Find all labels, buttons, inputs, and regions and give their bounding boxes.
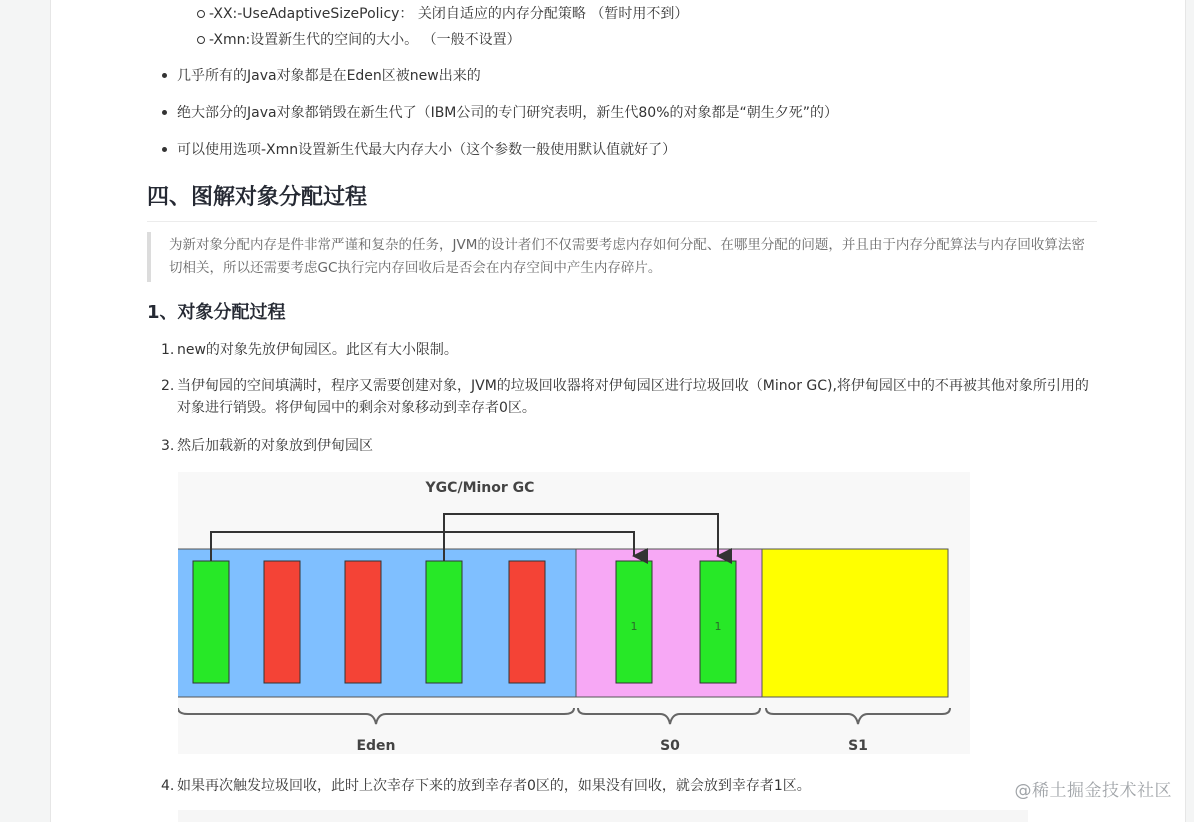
list-item: -XX:-UseAdaptiveSizePolicy： 关闭自适应的内存分配策略 （暂时用不到）: [209, 3, 688, 25]
next-figure-edge: [178, 810, 1028, 822]
list-number: 1.: [161, 342, 175, 358]
list-item: 几乎所有的Java对象都是在Eden区被new出来的: [177, 65, 481, 87]
live-object: [426, 561, 462, 683]
survivor-1-region: [762, 549, 948, 697]
eden-label: Eden: [356, 738, 396, 754]
survivor-1-brace: [766, 708, 950, 724]
list-number: 2.: [161, 378, 175, 394]
section-heading: 四、图解对象分配过程: [147, 183, 1097, 222]
gc-diagram-figure: [178, 472, 970, 754]
list-item: -Xmn:设置新生代的空间的大小。 （一般不设置）: [209, 29, 521, 51]
dead-object: [345, 561, 381, 683]
dead-object: [509, 561, 545, 683]
list-item: 绝大部分的Java对象都销毁在新生代了（IBM公司的专门研究表明，新生代80%的对象都是“朝生夕死”的）: [177, 102, 838, 124]
list-text: 当伊甸园的空间填满时，程序又需要创建对象，JVM的垃圾回收器将对伊甸园区进行垃圾回收（Minor GC),将伊甸园区中的不再被其他对象所引用的对象进行销毁。将伊甸园中的剩余对象移动到幸存者0区。: [177, 378, 1089, 416]
survivor-0-brace: [578, 708, 760, 724]
watermark: @稀土掘金技术社区: [1014, 781, 1172, 801]
eden-brace: [178, 708, 574, 724]
list-text: 如果再次触发垃圾回收，此时上次幸存下来的放到幸存者0区的，如果没有回收，就会放到幸存者1区。: [177, 778, 811, 794]
list-number: 4.: [161, 778, 175, 794]
object-age-label: 1: [630, 620, 638, 633]
diagram-title: YGC/Minor GC: [425, 480, 535, 496]
subsection-heading: 1、对象分配过程: [147, 302, 286, 323]
gc-diagram: [178, 472, 970, 754]
list-number: 3.: [161, 438, 175, 454]
list-text: new的对象先放伊甸园区。此区有大小限制。: [177, 342, 458, 358]
survivor-0-label: S0: [660, 738, 680, 754]
dead-object: [264, 561, 300, 683]
object-age-label: 1: [714, 620, 722, 633]
blockquote: 为新对象分配内存是件非常严谨和复杂的任务，JVM的设计者们不仅需要考虑内存如何分配、在哪里分配的问题，并且由于内存分配算法与内存回收算法密切相关，所以还需要考虑GC执行完内存回收后是否会在内存空间中产生内存碎片。: [147, 232, 1097, 282]
live-object: [193, 561, 229, 683]
survivor-1-label: S1: [848, 738, 868, 754]
list-item: 可以使用选项-Xmn设置新生代最大内存大小（这个参数一般使用默认值就好了）: [177, 139, 676, 161]
list-text: 然后加载新的对象放到伊甸园区: [177, 438, 373, 454]
